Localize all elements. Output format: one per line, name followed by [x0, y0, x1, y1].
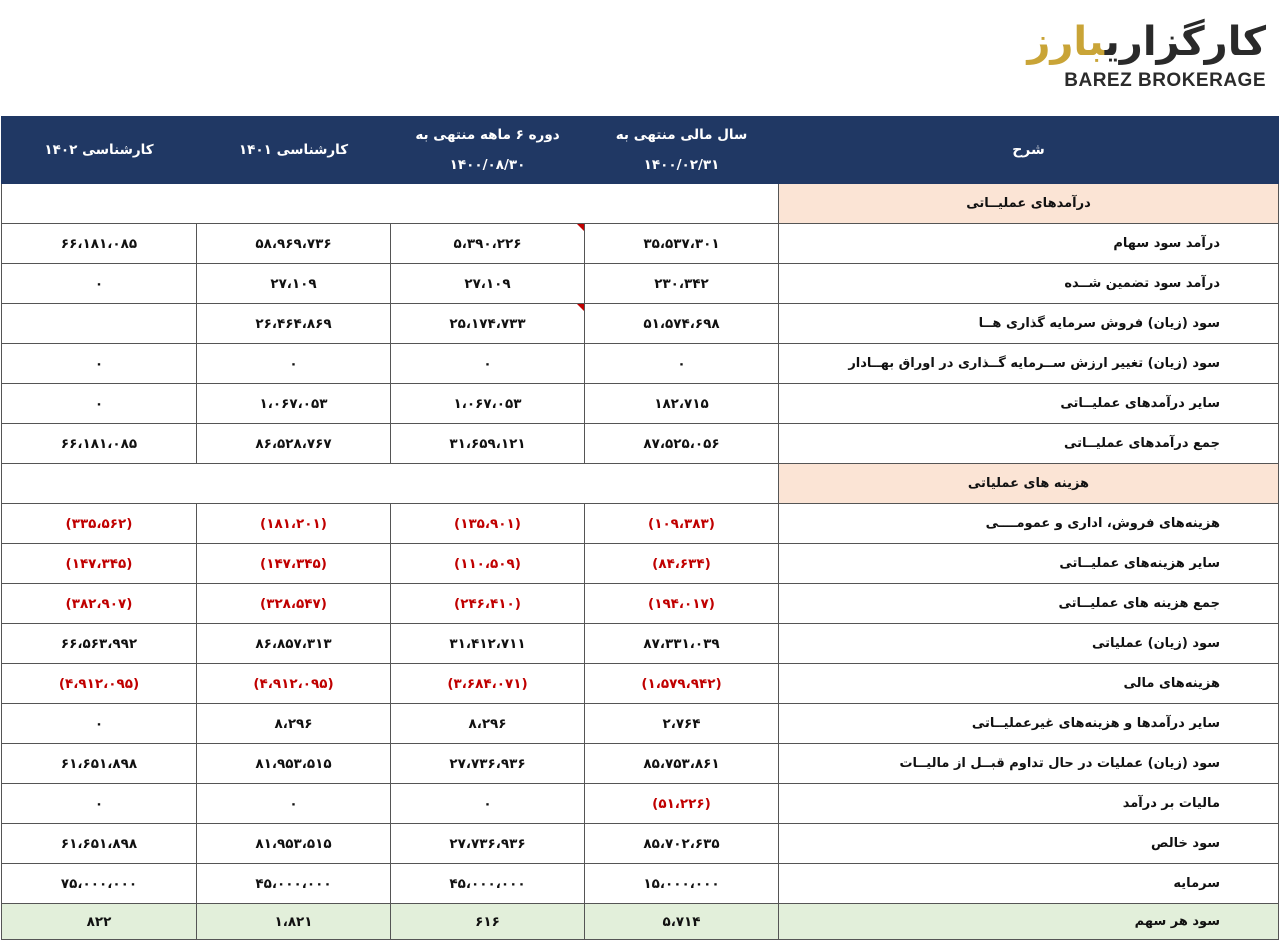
header-row [2, 117, 1279, 184]
value-cell-col1: ۸۵،۷۰۲،۶۳۵ [585, 824, 779, 864]
table-header [2, 117, 1279, 184]
value-cell-col4: ۰ [2, 264, 197, 304]
row-description: هزینه‌های مالی [779, 664, 1279, 704]
row-description: سایر هزینه‌های عملیــاتی [779, 544, 1279, 584]
value-cell-col3: (۱۴۷،۳۴۵) [197, 544, 391, 584]
table-row [2, 824, 1279, 864]
row-description: مالیات بر درآمد [779, 784, 1279, 824]
row-description: سرمایه [779, 864, 1279, 904]
value-cell-col3: ۸۶،۵۲۸،۷۶۷ [197, 424, 391, 464]
value-cell-col2: (۳،۶۸۴،۰۷۱) [391, 664, 585, 704]
value-cell-col3: ۸،۲۹۶ [197, 704, 391, 744]
value-cell-col3: ۰ [197, 344, 391, 384]
value-cell-col2: (۲۴۶،۴۱۰) [391, 584, 585, 624]
table-row [2, 224, 1279, 264]
value-cell-col3: ۵۸،۹۶۹،۷۳۶ [197, 224, 391, 264]
value-cell-col2: ۴۵،۰۰۰،۰۰۰ [391, 864, 585, 904]
value-cell-col3: ۴۵،۰۰۰،۰۰۰ [197, 864, 391, 904]
section-blank-cell [2, 184, 779, 224]
value-cell-col2: (۱۳۵،۹۰۱) [391, 504, 585, 544]
logo-persian-wordmark [1027, 14, 1266, 70]
table-row [2, 504, 1279, 544]
value-cell-col1: ۱۵،۰۰۰،۰۰۰ [585, 864, 779, 904]
table-row [2, 264, 1279, 304]
table-row [2, 544, 1279, 584]
value-cell-col1: (۸۴،۶۳۴) [585, 544, 779, 584]
row-description: سود (زیان) عملیاتی [779, 624, 1279, 664]
value-cell-col3: (۱۸۱،۲۰۱) [197, 504, 391, 544]
table-row [2, 904, 1279, 940]
header-estimate-1401: کارشناسی ۱۴۰۱ [197, 117, 391, 184]
value-cell-col1: ۸۵،۷۵۳،۸۶۱ [585, 744, 779, 784]
section-title: هزینه های عملیاتی [779, 464, 1279, 504]
header-six-month-label: دوره ۶ ماهه منتهی به [415, 127, 560, 143]
header-estimate-1402: کارشناسی ۱۴۰۲ [2, 117, 197, 184]
value-cell-col3: (۳۲۸،۵۴۷) [197, 584, 391, 624]
value-cell-col4: ۰ [2, 784, 197, 824]
table-row [2, 784, 1279, 824]
value-cell-col2: ۲۷،۷۳۶،۹۳۶ [391, 744, 585, 784]
value-cell-col3: ۱،۸۲۱ [197, 904, 391, 940]
value-cell-col4: ۶۶،۵۶۳،۹۹۲ [2, 624, 197, 664]
value-cell-col3: ۸۱،۹۵۳،۵۱۵ [197, 744, 391, 784]
row-description: سایر درآمدهای عملیــاتی [779, 384, 1279, 424]
logo-persian-dark: کارگزاری [1104, 19, 1266, 65]
value-cell-col2: ۳۱،۴۱۲،۷۱۱ [391, 624, 585, 664]
income-statement-table [1, 116, 1279, 940]
row-description: سایر درآمدها و هزینه‌های غیرعملیــاتی [779, 704, 1279, 744]
row-description: سود (زیان) تغییر ارزش ســرمایه گــذاری در اوراق بهــادار [779, 344, 1279, 384]
value-cell-col4: (۴،۹۱۲،۰۹۵) [2, 664, 197, 704]
value-cell-col4: ۶۱،۶۵۱،۸۹۸ [2, 824, 197, 864]
header-six-month-period [391, 117, 585, 184]
table-row [2, 744, 1279, 784]
value-cell-col4: (۳۳۵،۵۶۲) [2, 504, 197, 544]
section-row [2, 464, 1279, 504]
section-blank-cell [2, 464, 779, 504]
value-cell-col2: ۸،۲۹۶ [391, 704, 585, 744]
table-row [2, 624, 1279, 664]
row-description: درآمد سود سهام [779, 224, 1279, 264]
value-cell-col1: (۱،۵۷۹،۹۴۲) [585, 664, 779, 704]
value-cell-col4: (۱۴۷،۳۴۵) [2, 544, 197, 584]
table-row [2, 384, 1279, 424]
table-row [2, 704, 1279, 744]
header-fiscal-year-date: ۱۴۰۰/۰۲/۳۱ [643, 157, 720, 173]
value-cell-col2: (۱۱۰،۵۰۹) [391, 544, 585, 584]
logo-english-wordmark: BAREZ BROKERAGE [1064, 70, 1266, 91]
section-title: درآمدهای عملیــاتی [779, 184, 1279, 224]
value-cell-col3: ۸۶،۸۵۷،۳۱۳ [197, 624, 391, 664]
row-description: جمع درآمدهای عملیــاتی [779, 424, 1279, 464]
brand-logo [1027, 14, 1266, 94]
header-fiscal-year [585, 117, 779, 184]
row-description: سود خالص [779, 824, 1279, 864]
table-row [2, 584, 1279, 624]
value-cell-col4: (۳۸۲،۹۰۷) [2, 584, 197, 624]
value-cell-col1: (۱۰۹،۳۸۳) [585, 504, 779, 544]
value-cell-col1: ۰ [585, 344, 779, 384]
value-cell-col1: (۱۹۴،۰۱۷) [585, 584, 779, 624]
value-cell-col3: (۴،۹۱۲،۰۹۵) [197, 664, 391, 704]
value-cell-col4: ۰ [2, 344, 197, 384]
header-six-month-date: ۱۴۰۰/۰۸/۳۰ [449, 157, 526, 173]
value-cell-col1: ۲۳۰،۳۴۲ [585, 264, 779, 304]
value-cell-col3: ۲۶،۴۶۴،۸۶۹ [197, 304, 391, 344]
value-cell-col4: ۷۵،۰۰۰،۰۰۰ [2, 864, 197, 904]
value-cell-col2: ۶۱۶ [391, 904, 585, 940]
table-row [2, 344, 1279, 384]
value-cell-col4: ۰ [2, 704, 197, 744]
value-cell-col2: ۲۷،۱۰۹ [391, 264, 585, 304]
row-description: سود (زیان) فروش سرمایه گذاری هــا [779, 304, 1279, 344]
value-cell-col1: ۲،۷۶۴ [585, 704, 779, 744]
row-description: هزینه‌های فروش، اداری و عمومــــی [779, 504, 1279, 544]
value-cell-col1: (۵۱،۲۲۶) [585, 784, 779, 824]
value-cell-col4 [2, 304, 197, 344]
value-cell-col4: ۰ [2, 384, 197, 424]
header-description: شرح [779, 117, 1279, 184]
table-row [2, 304, 1279, 344]
value-cell-col1: ۵۱،۵۷۴،۶۹۸ [585, 304, 779, 344]
value-cell-col3: ۲۷،۱۰۹ [197, 264, 391, 304]
table-row [2, 864, 1279, 904]
value-cell-col1: ۵،۷۱۴ [585, 904, 779, 940]
value-cell-col4: ۸۲۲ [2, 904, 197, 940]
section-row [2, 184, 1279, 224]
value-cell-col4: ۶۶،۱۸۱،۰۸۵ [2, 224, 197, 264]
value-cell-col1: ۸۷،۳۳۱،۰۳۹ [585, 624, 779, 664]
value-cell-col3: ۱،۰۶۷،۰۵۳ [197, 384, 391, 424]
value-cell-col2: ۲۵،۱۷۴،۷۳۳ [391, 304, 585, 344]
value-cell-col4: ۶۱،۶۵۱،۸۹۸ [2, 744, 197, 784]
value-cell-col1: ۳۵،۵۳۷،۳۰۱ [585, 224, 779, 264]
row-description: سود (زیان) عملیات در حال تداوم قبــل از مالیــات [779, 744, 1279, 784]
table-row [2, 424, 1279, 464]
logo-persian-gold: بارز [1027, 19, 1105, 65]
table-body [2, 184, 1279, 940]
header-fiscal-year-label: سال مالی منتهی به [615, 127, 748, 143]
value-cell-col2: ۳۱،۶۵۹،۱۲۱ [391, 424, 585, 464]
value-cell-col3: ۸۱،۹۵۳،۵۱۵ [197, 824, 391, 864]
row-description: درآمد سود تضمین شــده [779, 264, 1279, 304]
value-cell-col4: ۶۶،۱۸۱،۰۸۵ [2, 424, 197, 464]
value-cell-col2: ۱،۰۶۷،۰۵۳ [391, 384, 585, 424]
value-cell-col2: ۰ [391, 784, 585, 824]
table-row [2, 664, 1279, 704]
value-cell-col2: ۰ [391, 344, 585, 384]
value-cell-col2: ۵،۳۹۰،۲۲۶ [391, 224, 585, 264]
value-cell-col3: ۰ [197, 784, 391, 824]
row-description: سود هر سهم [779, 904, 1279, 940]
row-description: جمع هزینه های عملیــاتی [779, 584, 1279, 624]
value-cell-col1: ۱۸۲،۷۱۵ [585, 384, 779, 424]
value-cell-col2: ۲۷،۷۳۶،۹۳۶ [391, 824, 585, 864]
value-cell-col1: ۸۷،۵۲۵،۰۵۶ [585, 424, 779, 464]
